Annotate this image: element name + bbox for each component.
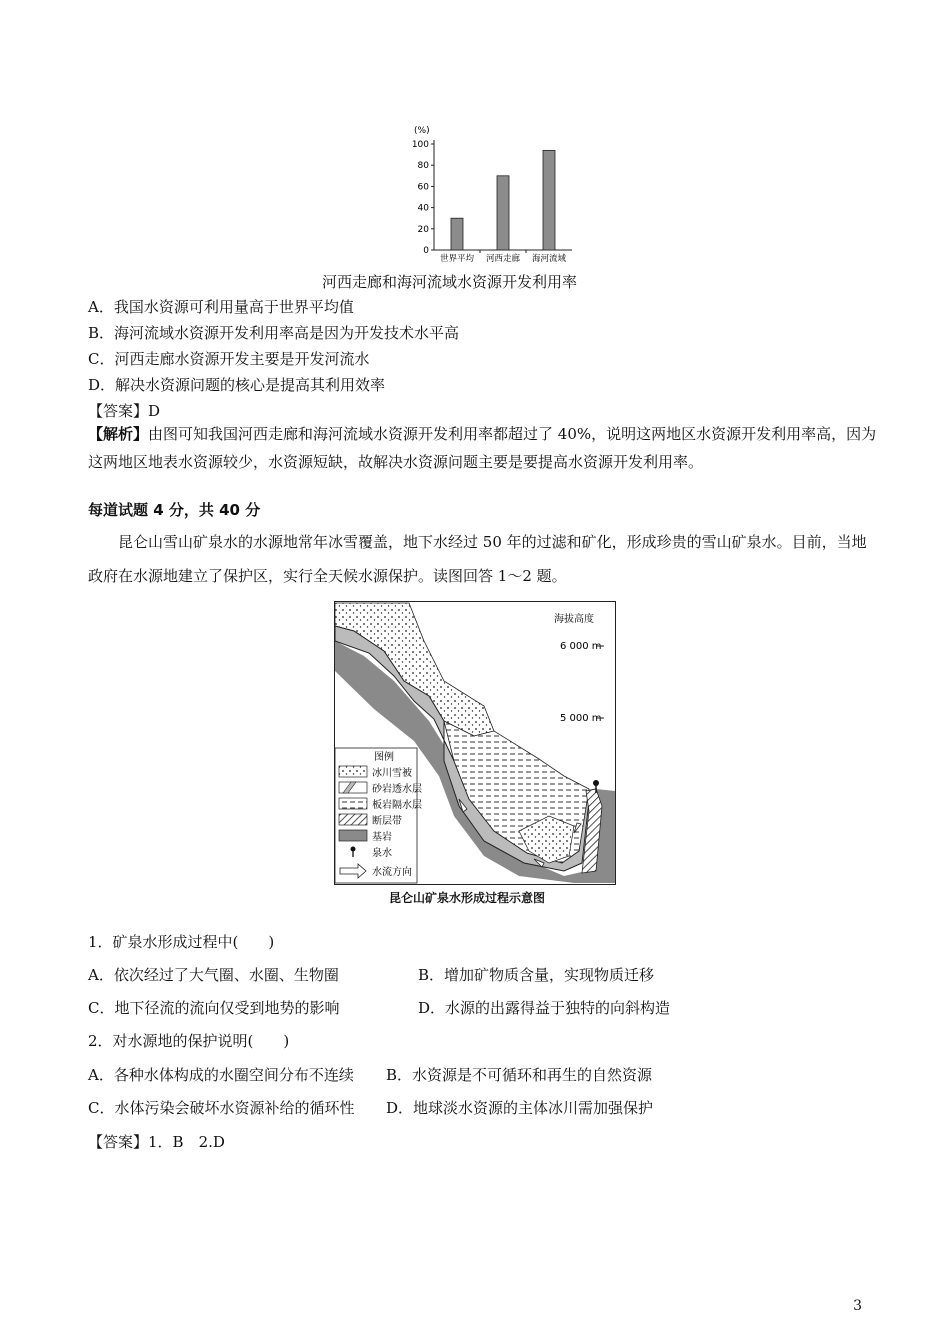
chart-plot-area	[412, 140, 572, 264]
legend-label-flow: 水流方向	[372, 867, 412, 878]
legend-label-fault: 断层带	[372, 816, 402, 827]
q2-option-d: D．地球淡水资源的主体冰川需加强保护	[386, 1099, 654, 1117]
section-heading: 每道试题 4 分，共 40 分	[88, 501, 261, 519]
chart-x-tick-label: 河西走廊	[485, 254, 521, 264]
chart-bar	[497, 176, 509, 250]
chart-bar	[543, 150, 555, 250]
chart-y-tick-label: 60	[417, 182, 429, 193]
q1-option-c: C．地下径流的流向仅受到地势的影响	[88, 999, 340, 1017]
q2-option-a: A．各种水体构成的水圈空间分布不连续	[88, 1066, 354, 1084]
chart-y-tick-label: 40	[417, 203, 429, 214]
intro-paragraph: 昆仑山雪山矿泉水的水源地常年冰雪覆盖，地下水经过 50 年的过滤和矿化，形成珍贵的雪山矿泉水。目前，当地政府在水源地建立了保护区，实行全天候水源保护。读图回答 1～2 题。	[88, 533, 867, 585]
legend-swatch-glacier	[339, 766, 367, 777]
answer-1: 【答案】D	[88, 402, 161, 420]
elevation-5000: 5 000 m	[560, 713, 602, 724]
spring-icon	[593, 780, 599, 786]
chart-bar	[451, 218, 463, 250]
analysis-text: 由图可知我国河西走廊和海河流域水资源开发利用率都超过了 40%，说明这两地区水资源开发利用率高，因为这两地区地表水资源较少，水资源短缺，故解决水资源问题主要是要提高水资源开发利用率。	[88, 425, 877, 471]
answer-2: 【答案】1．B 2.D	[88, 1133, 225, 1151]
legend-label-sandstone: 砂岩透水层	[372, 784, 422, 795]
q1-option-d: D．水源的出露得益于独特的向斜构造	[418, 999, 671, 1017]
chart-y-tick-label: 80	[417, 161, 429, 172]
q2-option-c: C．水体污染会破坏水资源补给的循环性	[88, 1099, 355, 1117]
chart-y-tick-label: 100	[411, 140, 429, 150]
option-c: C．河西走廊水资源开发主要是开发河流水	[88, 350, 370, 368]
analysis-label: 【解析】	[88, 425, 149, 443]
chart-y-tick-label: 20	[417, 224, 429, 235]
legend-label-slate: 板岩隔水层	[372, 800, 422, 811]
page-number: 3	[853, 1298, 862, 1314]
chart-y-unit: (%)	[414, 126, 430, 136]
geology-diagram	[334, 601, 616, 885]
legend-swatch-fault	[339, 814, 367, 825]
elevation-6000: 6 000 m	[560, 641, 602, 652]
chart-title: 河西走廊和海河流域水资源开发利用率	[322, 273, 578, 291]
question-1: 1．矿泉水形成过程中( )	[88, 933, 275, 951]
legend-label-glacier: 冰川雪被	[372, 768, 412, 779]
elevation-title: 海拔高度	[554, 614, 594, 625]
chart-y-tick-label: 0	[423, 246, 429, 256]
legend-label-bedrock: 基岩	[372, 832, 392, 843]
bar-chart	[400, 122, 580, 264]
legend-label-spring: 泉水	[372, 848, 392, 859]
chart-x-tick-label: 世界平均	[439, 254, 475, 264]
question-2: 2．对水源地的保护说明( )	[88, 1032, 290, 1050]
legend-title: 图例	[374, 752, 394, 763]
legend-swatch-bedrock	[339, 830, 367, 841]
legend-spring-icon	[351, 847, 356, 852]
diagram-caption: 昆仑山矿泉水形成过程示意图	[389, 891, 546, 905]
q2-option-b: B．水资源是不可循环和再生的自然资源	[386, 1066, 653, 1084]
analysis	[88, 420, 878, 476]
option-b: B．海河流域水资源开发利用率高是因为开发技术水平高	[88, 324, 460, 342]
q1-option-a: A．依次经过了大气圈、水圈、生物圈	[88, 966, 339, 984]
option-d: D．解决水资源问题的核心是提高其利用效率	[88, 376, 386, 394]
legend-swatch-slate	[339, 798, 367, 809]
option-a: A．我国水资源可利用量高于世界平均值	[88, 298, 354, 316]
chart-x-tick-label: 海河流域	[531, 254, 567, 264]
q1-option-b: B．增加矿物质含量，实现物质迁移	[418, 966, 655, 984]
